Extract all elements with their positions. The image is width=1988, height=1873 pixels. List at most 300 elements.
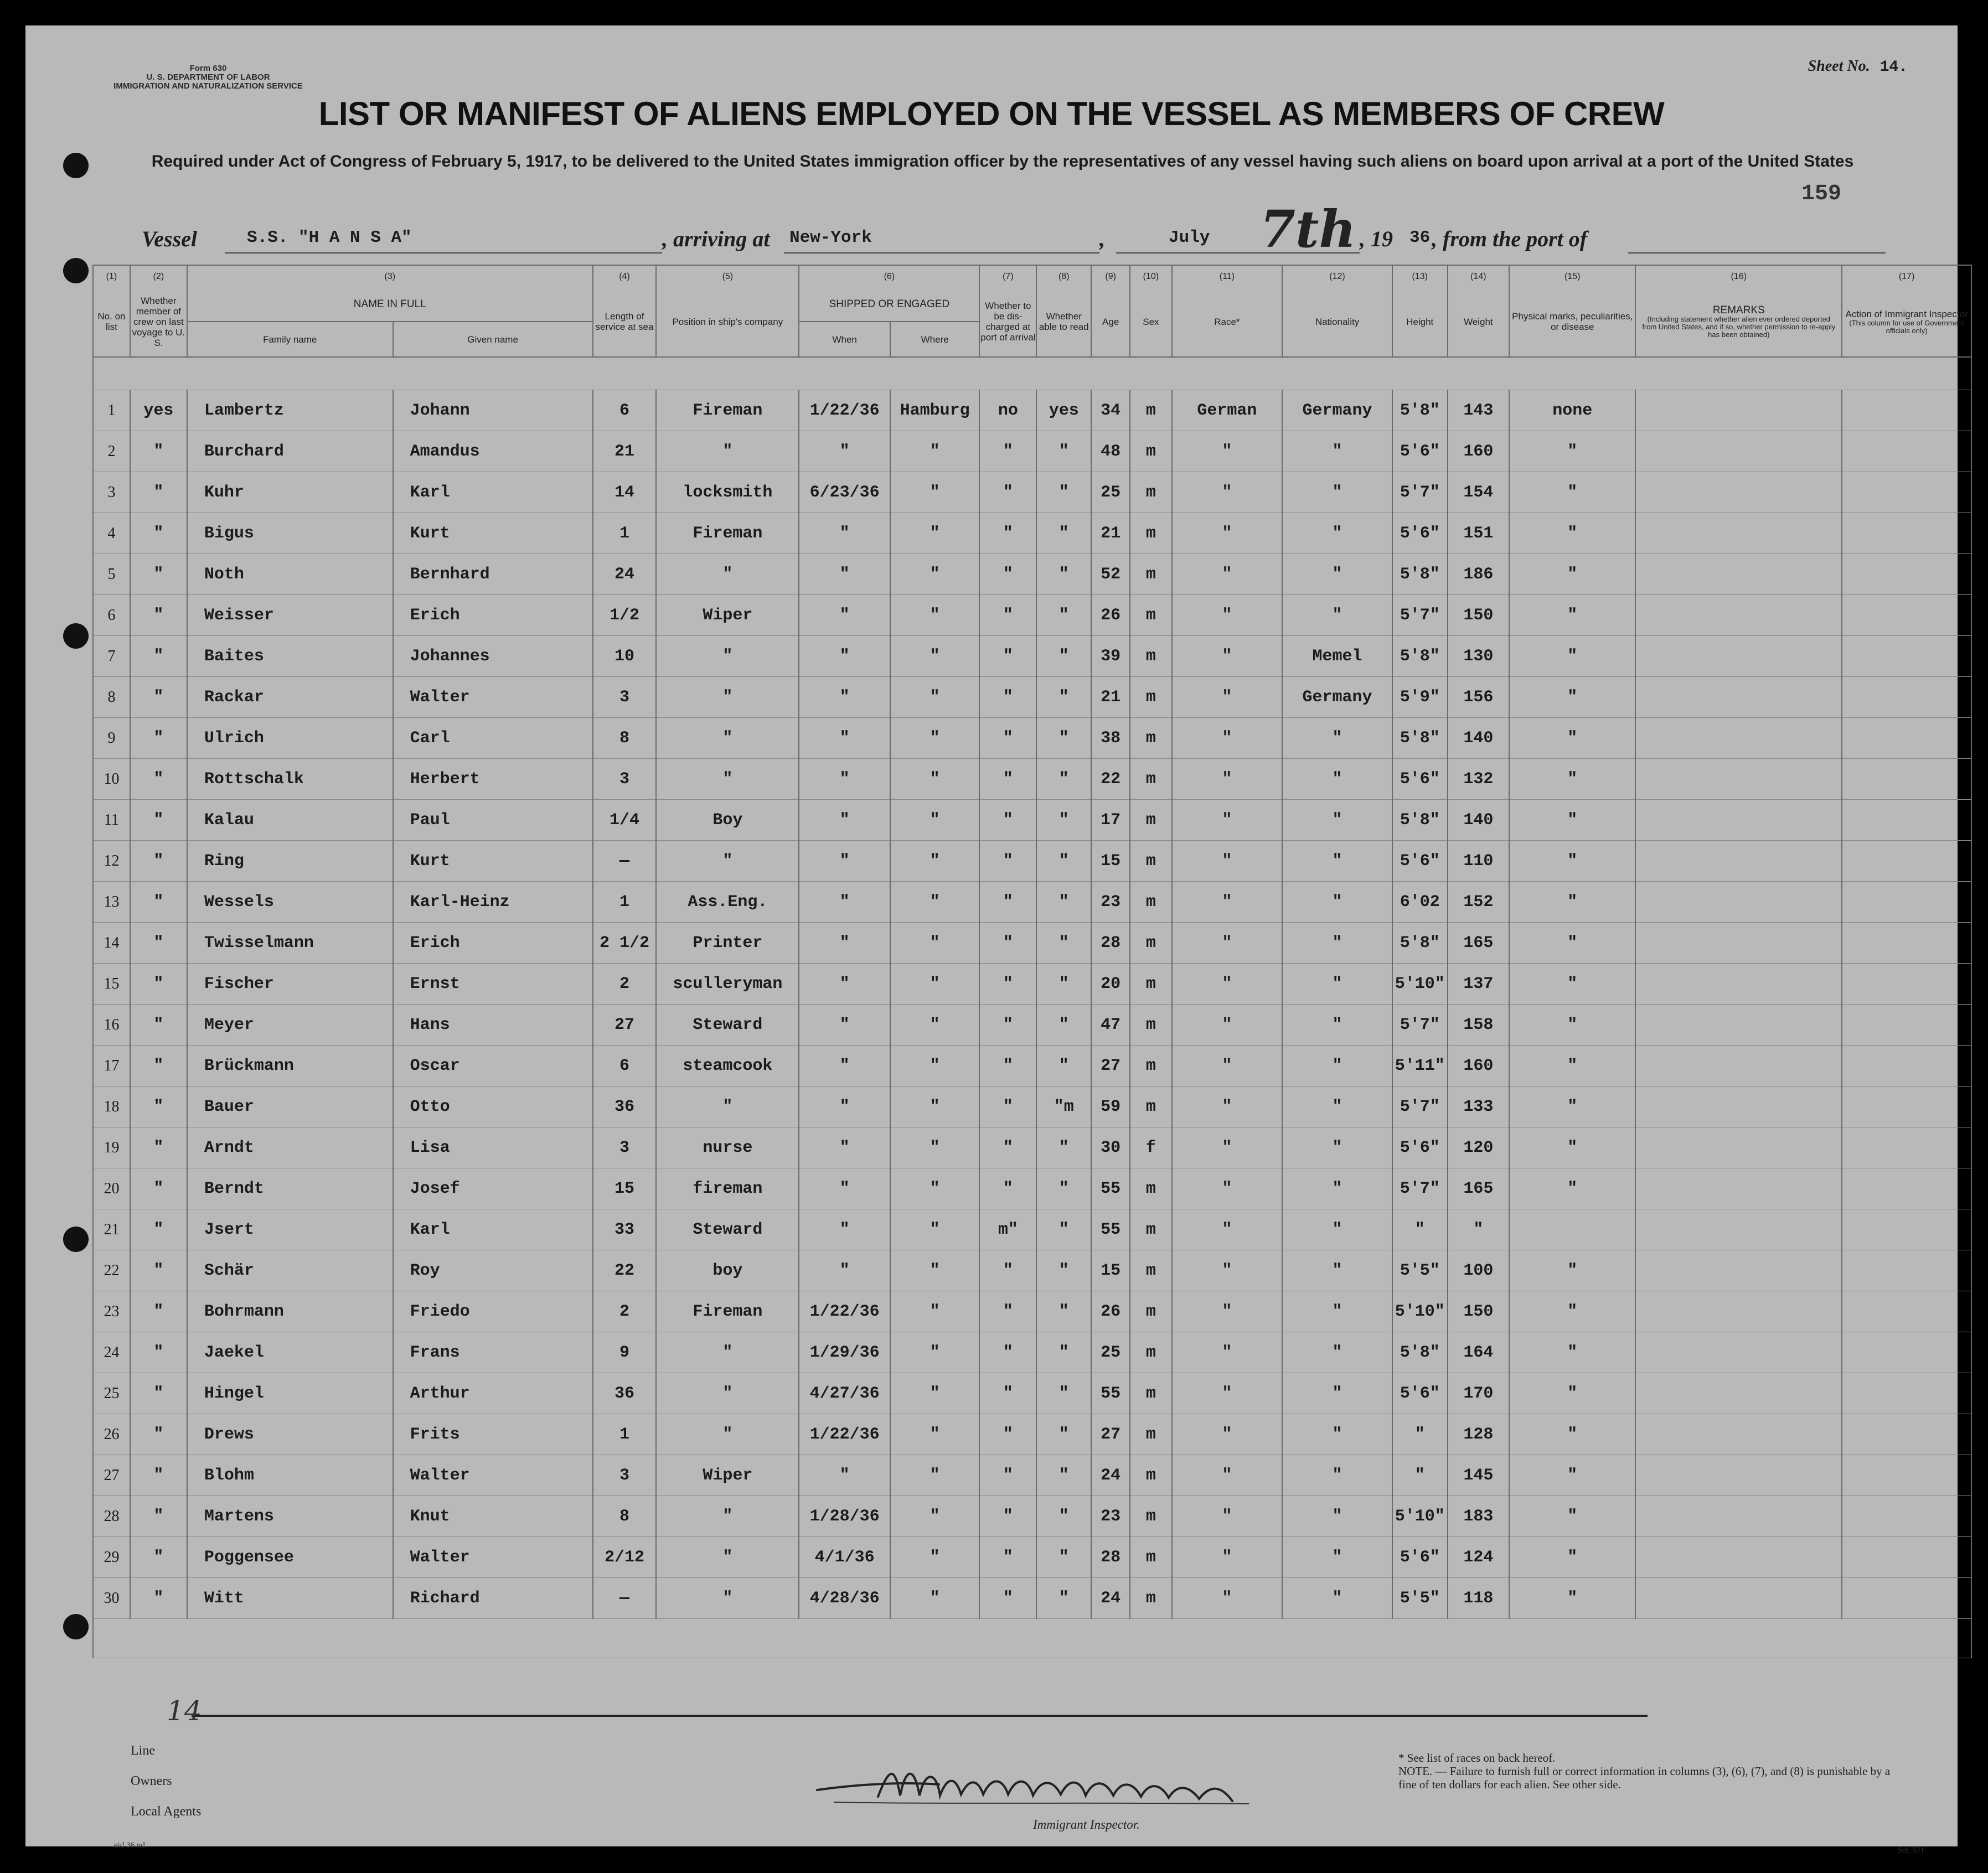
- cell-discharged: ": [979, 1250, 1036, 1291]
- cell-family: Jsert: [187, 1209, 393, 1250]
- header-shipped: SHIPPED OR ENGAGED: [799, 287, 979, 322]
- cell-nationality: ": [1282, 554, 1392, 595]
- arrival-month: July: [1169, 228, 1210, 247]
- cell-nationality: ": [1282, 882, 1392, 923]
- cell-when: ": [799, 759, 890, 800]
- cell-position: fireman: [656, 1168, 799, 1209]
- cell-family: Noth: [187, 554, 393, 595]
- cell-when: 4/28/36: [799, 1578, 890, 1619]
- cell-sex: m: [1130, 1046, 1171, 1086]
- cell-nationality: Memel: [1282, 636, 1392, 677]
- cell-weight: 160: [1448, 1046, 1510, 1086]
- cell-race: ": [1172, 1373, 1283, 1414]
- table-row: [93, 472, 1971, 513]
- cell-race: ": [1172, 1496, 1283, 1537]
- cell-no: 29: [93, 1537, 130, 1578]
- cell-height: ": [1392, 1455, 1448, 1496]
- cell-sex: m: [1130, 1496, 1171, 1537]
- cell-action: [1842, 1291, 1971, 1332]
- cell-marks: ": [1509, 554, 1635, 595]
- cell-height: 5'7": [1392, 1005, 1448, 1046]
- cell-sex: m: [1130, 1332, 1171, 1373]
- cell-service: —: [593, 1578, 657, 1619]
- cell-race: ": [1172, 964, 1283, 1005]
- cell-weight: 152: [1448, 882, 1510, 923]
- cell-action: [1842, 1496, 1971, 1537]
- page-number: 159: [1801, 182, 1841, 206]
- cell-position: Fireman: [656, 1291, 799, 1332]
- cell-read: ": [1036, 841, 1091, 882]
- cell-height: 5'8": [1392, 390, 1448, 431]
- cell-given: Friedo: [393, 1291, 593, 1332]
- cell-age: 55: [1091, 1209, 1130, 1250]
- cell-read: ": [1036, 718, 1091, 759]
- cell-age: 59: [1091, 1086, 1130, 1127]
- header-remarks: REMARKS (Including statement whether alien ever ordered deported from United States, and if so, whether permission to re-apply has been obtained): [1635, 287, 1842, 357]
- cell-read: ": [1036, 595, 1091, 636]
- cell-action: [1842, 595, 1971, 636]
- cell-prev: ": [130, 1250, 187, 1291]
- cell-height: 5'6": [1392, 1127, 1448, 1168]
- cell-given: Lisa: [393, 1127, 593, 1168]
- cell-marks: ": [1509, 1086, 1635, 1127]
- table-row: [93, 841, 1971, 882]
- cell-weight: 156: [1448, 677, 1510, 718]
- cell-weight: 137: [1448, 964, 1510, 1005]
- cell-remarks: [1635, 1578, 1842, 1619]
- cell-marks: ": [1509, 1127, 1635, 1168]
- inspector-signature: [812, 1751, 1266, 1820]
- cell-family: Kalau: [187, 800, 393, 841]
- cell-position: ": [656, 718, 799, 759]
- cell-remarks: [1635, 513, 1842, 554]
- table-row: [93, 1332, 1971, 1373]
- cell-marks: ": [1509, 1537, 1635, 1578]
- header-marks: Physical marks, peculiarities, or disease: [1509, 287, 1635, 357]
- cell-remarks: [1635, 554, 1842, 595]
- cell-remarks: [1635, 882, 1842, 923]
- cell-when: 1/29/36: [799, 1332, 890, 1373]
- cell-sex: m: [1130, 677, 1171, 718]
- cell-age: 15: [1091, 841, 1130, 882]
- cell-service: 6: [593, 390, 657, 431]
- arrival-year: 36: [1409, 228, 1431, 247]
- cell-read: ": [1036, 1414, 1091, 1455]
- cell-no: 25: [93, 1373, 130, 1414]
- header-height: Height: [1392, 287, 1448, 357]
- cell-remarks: [1635, 636, 1842, 677]
- cell-height: 5'10": [1392, 1496, 1448, 1537]
- header-no: No. on list: [93, 287, 130, 357]
- cell-where: ": [890, 1332, 979, 1373]
- cell-height: 5'11": [1392, 1046, 1448, 1086]
- cell-race: ": [1172, 923, 1283, 964]
- cell-when: ": [799, 513, 890, 554]
- cell-discharged: ": [979, 718, 1036, 759]
- cell-read: "m: [1036, 1086, 1091, 1127]
- cell-race: ": [1172, 1455, 1283, 1496]
- cell-position: Boy: [656, 800, 799, 841]
- department-name: U. S. DEPARTMENT OF LABOR: [146, 73, 270, 82]
- header-discharged: Whether to be dis-charged at port of arrival: [979, 287, 1036, 357]
- cell-when: ": [799, 554, 890, 595]
- manifest-sheet: [25, 25, 1968, 1855]
- cell-no: 14: [93, 923, 130, 964]
- header-service: Length of service at sea: [593, 287, 657, 357]
- cell-no: 30: [93, 1578, 130, 1619]
- cell-prev: ": [130, 513, 187, 554]
- cell-family: Lambertz: [187, 390, 393, 431]
- table-row: [93, 1250, 1971, 1291]
- cell-marks: ": [1509, 800, 1635, 841]
- cell-read: ": [1036, 1537, 1091, 1578]
- cell-no: 1: [93, 390, 130, 431]
- table-row: [93, 718, 1971, 759]
- table-row: [93, 390, 1971, 431]
- cell-height: 5'6": [1392, 1373, 1448, 1414]
- cell-nationality: ": [1282, 1168, 1392, 1209]
- cell-age: 28: [1091, 1537, 1130, 1578]
- sheet-number: [1808, 58, 1908, 76]
- cell-position: ": [656, 1537, 799, 1578]
- cell-height: 5'10": [1392, 1291, 1448, 1332]
- cell-discharged: ": [979, 1086, 1036, 1127]
- cell-read: ": [1036, 923, 1091, 964]
- cell-race: German: [1172, 390, 1283, 431]
- cell-weight: 130: [1448, 636, 1510, 677]
- cell-given: Walter: [393, 1455, 593, 1496]
- cell-where: ": [890, 923, 979, 964]
- penalty-note: NOTE. — Failure to furnish full or correct information in columns (3), (6), (7), and (8) is punishable by a fine of ten dollars for each alien. See other side.: [1398, 1765, 1891, 1791]
- table-row: [93, 1578, 1971, 1619]
- cell-read: ": [1036, 431, 1091, 472]
- cell-age: 39: [1091, 636, 1130, 677]
- cell-read: ": [1036, 759, 1091, 800]
- cell-age: 47: [1091, 1005, 1130, 1046]
- cell-action: [1842, 718, 1971, 759]
- cell-race: ": [1172, 1332, 1283, 1373]
- cell-weight: 132: [1448, 759, 1510, 800]
- table-row: [93, 636, 1971, 677]
- cell-discharged: ": [979, 923, 1036, 964]
- cell-remarks: [1635, 1005, 1842, 1046]
- table-row: [93, 431, 1971, 472]
- cell-race: ": [1172, 431, 1283, 472]
- cell-position: sculleryman: [656, 964, 799, 1005]
- cell-service: 21: [593, 431, 657, 472]
- cell-weight: ": [1448, 1209, 1510, 1250]
- local-agents-label: Local Agents: [131, 1804, 202, 1819]
- cell-where: ": [890, 431, 979, 472]
- cell-remarks: [1635, 1209, 1842, 1250]
- cell-service: 22: [593, 1250, 657, 1291]
- cell-height: 5'8": [1392, 1332, 1448, 1373]
- cell-read: ": [1036, 1455, 1091, 1496]
- cell-nationality: ": [1282, 923, 1392, 964]
- cell-where: ": [890, 554, 979, 595]
- cell-read: ": [1036, 636, 1091, 677]
- cell-sex: m: [1130, 1537, 1171, 1578]
- cell-family: Bohrmann: [187, 1291, 393, 1332]
- cell-remarks: [1635, 1455, 1842, 1496]
- cell-race: ": [1172, 1291, 1283, 1332]
- cell-read: ": [1036, 1332, 1091, 1373]
- cell-nationality: ": [1282, 1332, 1392, 1373]
- cell-sex: m: [1130, 431, 1171, 472]
- cell-remarks: [1635, 1086, 1842, 1127]
- cell-discharged: ": [979, 1005, 1036, 1046]
- cell-given: Bernhard: [393, 554, 593, 595]
- cell-service: 36: [593, 1086, 657, 1127]
- cell-service: 3: [593, 677, 657, 718]
- header-given-name: Given name: [393, 322, 593, 357]
- cell-race: ": [1172, 1209, 1283, 1250]
- cell-age: 25: [1091, 472, 1130, 513]
- cell-position: ": [656, 431, 799, 472]
- cell-height: ": [1392, 1209, 1448, 1250]
- cell-service: —: [593, 841, 657, 882]
- cell-age: 21: [1091, 513, 1130, 554]
- cell-action: [1842, 1046, 1971, 1086]
- cell-marks: ": [1509, 636, 1635, 677]
- cell-where: ": [890, 882, 979, 923]
- table-row: [93, 1455, 1971, 1496]
- cell-nationality: ": [1282, 800, 1392, 841]
- cell-race: ": [1172, 472, 1283, 513]
- cell-nationality: ": [1282, 595, 1392, 636]
- cell-prev: ": [130, 1496, 187, 1537]
- cell-position: steamcook: [656, 1046, 799, 1086]
- cell-family: Brückmann: [187, 1046, 393, 1086]
- cell-height: 5'7": [1392, 472, 1448, 513]
- cell-family: Martens: [187, 1496, 393, 1537]
- cell-position: ": [656, 677, 799, 718]
- cell-where: ": [890, 1046, 979, 1086]
- cell-service: 24: [593, 554, 657, 595]
- cell-nationality: ": [1282, 1127, 1392, 1168]
- cell-action: [1842, 1168, 1971, 1209]
- cell-prev: ": [130, 923, 187, 964]
- cell-remarks: [1635, 1250, 1842, 1291]
- cell-height: 5'8": [1392, 800, 1448, 841]
- cell-service: 2/12: [593, 1537, 657, 1578]
- cell-given: Richard: [393, 1578, 593, 1619]
- cell-no: 20: [93, 1168, 130, 1209]
- cell-sex: m: [1130, 1168, 1171, 1209]
- cell-when: ": [799, 1168, 890, 1209]
- cell-race: ": [1172, 1005, 1283, 1046]
- cell-action: [1842, 554, 1971, 595]
- cell-given: Kurt: [393, 841, 593, 882]
- cell-race: ": [1172, 1168, 1283, 1209]
- cell-family: Bauer: [187, 1086, 393, 1127]
- cell-race: ": [1172, 759, 1283, 800]
- cell-sex: m: [1130, 1005, 1171, 1046]
- table-row: [93, 677, 1971, 718]
- cell-prev: ": [130, 1455, 187, 1496]
- sheet-label: Sheet No.: [1808, 58, 1870, 75]
- cell-where: Hamburg: [890, 390, 979, 431]
- table-row: [93, 882, 1971, 923]
- cell-family: Hingel: [187, 1373, 393, 1414]
- cell-family: Burchard: [187, 431, 393, 472]
- cell-nationality: ": [1282, 1291, 1392, 1332]
- cell-discharged: ": [979, 882, 1036, 923]
- cell-race: ": [1172, 1046, 1283, 1086]
- cell-action: [1842, 841, 1971, 882]
- cell-family: Blohm: [187, 1455, 393, 1496]
- cell-where: ": [890, 1291, 979, 1332]
- cell-when: ": [799, 677, 890, 718]
- cell-discharged: ": [979, 1537, 1036, 1578]
- cell-sex: m: [1130, 595, 1171, 636]
- cell-prev: yes: [130, 390, 187, 431]
- cell-service: 8: [593, 718, 657, 759]
- cell-discharged: m": [979, 1209, 1036, 1250]
- header-prev-voyage: Whether member of crew on last voyage to U. S.: [130, 287, 187, 357]
- cell-nationality: ": [1282, 1455, 1392, 1496]
- header-age: Age: [1091, 287, 1130, 357]
- cell-service: 33: [593, 1209, 657, 1250]
- cell-action: [1842, 1414, 1971, 1455]
- cell-nationality: ": [1282, 1537, 1392, 1578]
- cell-weight: 150: [1448, 1291, 1510, 1332]
- cell-read: ": [1036, 1578, 1091, 1619]
- cell-no: 12: [93, 841, 130, 882]
- cell-race: ": [1172, 718, 1283, 759]
- cell-read: ": [1036, 513, 1091, 554]
- cell-service: 2 1/2: [593, 923, 657, 964]
- cell-age: 52: [1091, 554, 1130, 595]
- cell-discharged: ": [979, 595, 1036, 636]
- cell-given: Amandus: [393, 431, 593, 472]
- cell-position: ": [656, 841, 799, 882]
- page-subtitle: Required under Act of Congress of February 5, 1917, to be delivered to the United States immigration officer by the representatives of any vessel having such aliens on board upon arrival at a port of the United States: [151, 152, 1854, 170]
- cell-when: ": [799, 1046, 890, 1086]
- crew-rows: [93, 357, 1971, 1658]
- cell-no: 15: [93, 964, 130, 1005]
- cell-marks: ": [1509, 677, 1635, 718]
- cell-prev: ": [130, 595, 187, 636]
- page-title: LIST OR MANIFEST OF ALIENS EMPLOYED ON THE VESSEL AS MEMBERS OF CREW: [318, 95, 1665, 132]
- cell-when: 1/28/36: [799, 1496, 890, 1537]
- cell-read: yes: [1036, 390, 1091, 431]
- cell-position: ": [656, 636, 799, 677]
- cell-discharged: ": [979, 1046, 1036, 1086]
- table-row: [93, 1373, 1971, 1414]
- cell-prev: ": [130, 472, 187, 513]
- cell-no: 18: [93, 1086, 130, 1127]
- cell-nationality: ": [1282, 431, 1392, 472]
- cell-where: ": [890, 1168, 979, 1209]
- cell-service: 1/2: [593, 595, 657, 636]
- cell-sex: m: [1130, 1250, 1171, 1291]
- cell-position: Fireman: [656, 390, 799, 431]
- races-note: * See list of races on back hereof.: [1398, 1751, 1556, 1765]
- cell-race: ": [1172, 595, 1283, 636]
- cell-position: ": [656, 759, 799, 800]
- cell-age: 23: [1091, 882, 1130, 923]
- arrival-day: 7th: [1260, 199, 1356, 259]
- cell-age: 34: [1091, 390, 1130, 431]
- table-row: [93, 1291, 1971, 1332]
- cell-marks: ": [1509, 882, 1635, 923]
- cell-remarks: [1635, 841, 1842, 882]
- cell-remarks: [1635, 759, 1842, 800]
- cell-position: ": [656, 1496, 799, 1537]
- cell-age: 27: [1091, 1046, 1130, 1086]
- cell-no: 28: [93, 1496, 130, 1537]
- punch-hole: [63, 623, 89, 649]
- cell-discharged: ": [979, 1414, 1036, 1455]
- cell-family: Wessels: [187, 882, 393, 923]
- header-where: Where: [890, 322, 979, 357]
- cell-remarks: [1635, 964, 1842, 1005]
- cell-weight: 160: [1448, 431, 1510, 472]
- cell-where: ": [890, 759, 979, 800]
- cell-position: ": [656, 1414, 799, 1455]
- cell-marks: ": [1509, 1168, 1635, 1209]
- end-of-list-rule: [192, 1715, 1648, 1717]
- cell-remarks: [1635, 718, 1842, 759]
- cell-read: ": [1036, 1046, 1091, 1086]
- cell-family: Ulrich: [187, 718, 393, 759]
- sheet-value: 14.: [1879, 59, 1908, 76]
- cell-height: 5'6": [1392, 759, 1448, 800]
- cell-discharged: ": [979, 1332, 1036, 1373]
- cell-nationality: ": [1282, 718, 1392, 759]
- cell-weight: 133: [1448, 1086, 1510, 1127]
- cell-prev: ": [130, 1086, 187, 1127]
- cell-marks: ": [1509, 1496, 1635, 1537]
- cell-discharged: ": [979, 636, 1036, 677]
- service-name: IMMIGRATION AND NATURALIZATION SERVICE: [113, 81, 303, 91]
- cell-age: 15: [1091, 1250, 1130, 1291]
- cell-sex: m: [1130, 554, 1171, 595]
- table-row: [93, 759, 1971, 800]
- cell-action: [1842, 800, 1971, 841]
- cell-where: ": [890, 800, 979, 841]
- cell-where: ": [890, 1373, 979, 1414]
- cell-sex: m: [1130, 882, 1171, 923]
- cell-when: ": [799, 882, 890, 923]
- cell-position: locksmith: [656, 472, 799, 513]
- cell-remarks: [1635, 1496, 1842, 1537]
- cell-weight: 165: [1448, 1168, 1510, 1209]
- cell-discharged: no: [979, 390, 1036, 431]
- cell-action: [1842, 431, 1971, 472]
- cell-height: 5'5": [1392, 1578, 1448, 1619]
- cell-position: ": [656, 1332, 799, 1373]
- table-row: [93, 595, 1971, 636]
- cell-action: [1842, 759, 1971, 800]
- cell-marks: ": [1509, 841, 1635, 882]
- cell-weight: 150: [1448, 595, 1510, 636]
- column-numbers: (1) (2) (3) (4) (5) (6) (7) (8) (9) (10) (11) (12) (13) (14) (15) (16) (17): [93, 265, 1971, 287]
- cell-no: 2: [93, 431, 130, 472]
- cell-marks: ": [1509, 595, 1635, 636]
- cell-remarks: [1635, 800, 1842, 841]
- cell-remarks: [1635, 1046, 1842, 1086]
- table-row: [93, 1496, 1971, 1537]
- cell-when: ": [799, 595, 890, 636]
- cell-position: Steward: [656, 1209, 799, 1250]
- cell-prev: ": [130, 964, 187, 1005]
- cell-sex: m: [1130, 1209, 1171, 1250]
- cell-discharged: ": [979, 1168, 1036, 1209]
- cell-remarks: [1635, 1127, 1842, 1168]
- cell-height: 5'6": [1392, 1537, 1448, 1578]
